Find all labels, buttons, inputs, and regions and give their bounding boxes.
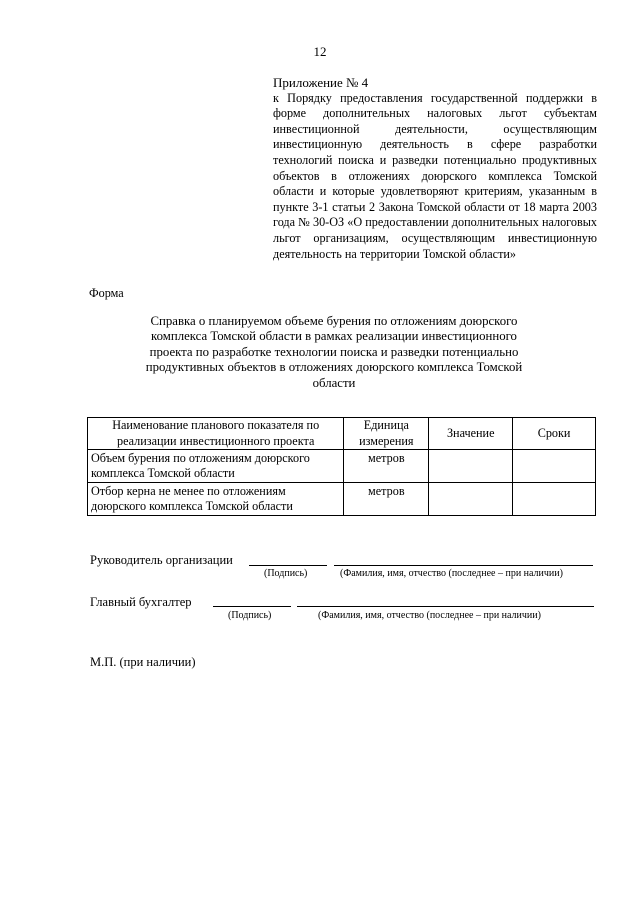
cell-unit: метров	[344, 450, 429, 483]
document-title: Справка о планируемом объеме бурения по отложениям доюрского комплекса Томской области в рамках реализации инвестиционного проекта по разработке технологии поиска и разведки потенциально продуктивных объектов в отложениях доюрского комплекса Томской области	[145, 314, 523, 390]
appendix-body: к Порядку предоставления государственной поддержки в форме дополнительных налоговых льгот субъектам инвестиционной деятельности, осуществляющим инвестиционную деятельность в сфере разработки технологий поиска и разведки потенциально продуктивных объектов в отложениях доюрского комплекса Томской области и которые удовлетворяют критериям, указанным в пункте 3-1 статьи 2 Закона Томской области от 18 марта 2003 года № 30-ОЗ «О предоставлении дополнительных налоговых льгот организациям, осуществляющим инвестиционную деятельность на территории Томской области»	[273, 90, 597, 261]
stamp-place: М.П. (при наличии)	[90, 655, 196, 669]
cell-value[interactable]	[429, 483, 513, 516]
head-signature-label: Руководитель организации	[90, 553, 233, 567]
head-name-line[interactable]	[334, 565, 593, 566]
accountant-name-line[interactable]	[297, 606, 594, 607]
accountant-signature-line[interactable]	[213, 606, 291, 607]
head-signature-line[interactable]	[249, 565, 327, 566]
accountant-name-caption: (Фамилия, имя, отчество (последнее – при наличии)	[318, 610, 541, 621]
header-indicator: Наименование планового показателя по реализации инвестиционного проекта	[88, 418, 344, 450]
cell-unit: метров	[344, 483, 429, 516]
form-label: Форма	[89, 286, 124, 300]
cell-deadline[interactable]	[513, 450, 596, 483]
header-deadline: Сроки	[513, 418, 596, 450]
appendix-title: Приложение № 4	[273, 75, 369, 90]
head-name-caption: (Фамилия, имя, отчество (последнее – при наличии)	[340, 568, 563, 579]
indicators-table	[87, 417, 596, 516]
cell-value[interactable]	[429, 450, 513, 483]
page-number: 12	[313, 44, 327, 59]
head-signature-caption: (Подпись)	[264, 568, 308, 579]
table-header-row	[88, 418, 596, 450]
table-row	[88, 450, 596, 483]
header-value: Значение	[429, 418, 513, 450]
header-unit: Единица измерения	[344, 418, 429, 450]
accountant-signature-label: Главный бухгалтер	[90, 595, 192, 609]
appendix-block	[273, 75, 597, 262]
accountant-signature-caption: (Подпись)	[228, 610, 272, 621]
table-row	[88, 483, 596, 516]
cell-indicator: Объем бурения по отложениям доюрского комплекса Томской области	[88, 450, 344, 483]
cell-indicator: Отбор керна не менее по отложениям доюрского комплекса Томской области	[88, 483, 344, 516]
cell-deadline[interactable]	[513, 483, 596, 516]
